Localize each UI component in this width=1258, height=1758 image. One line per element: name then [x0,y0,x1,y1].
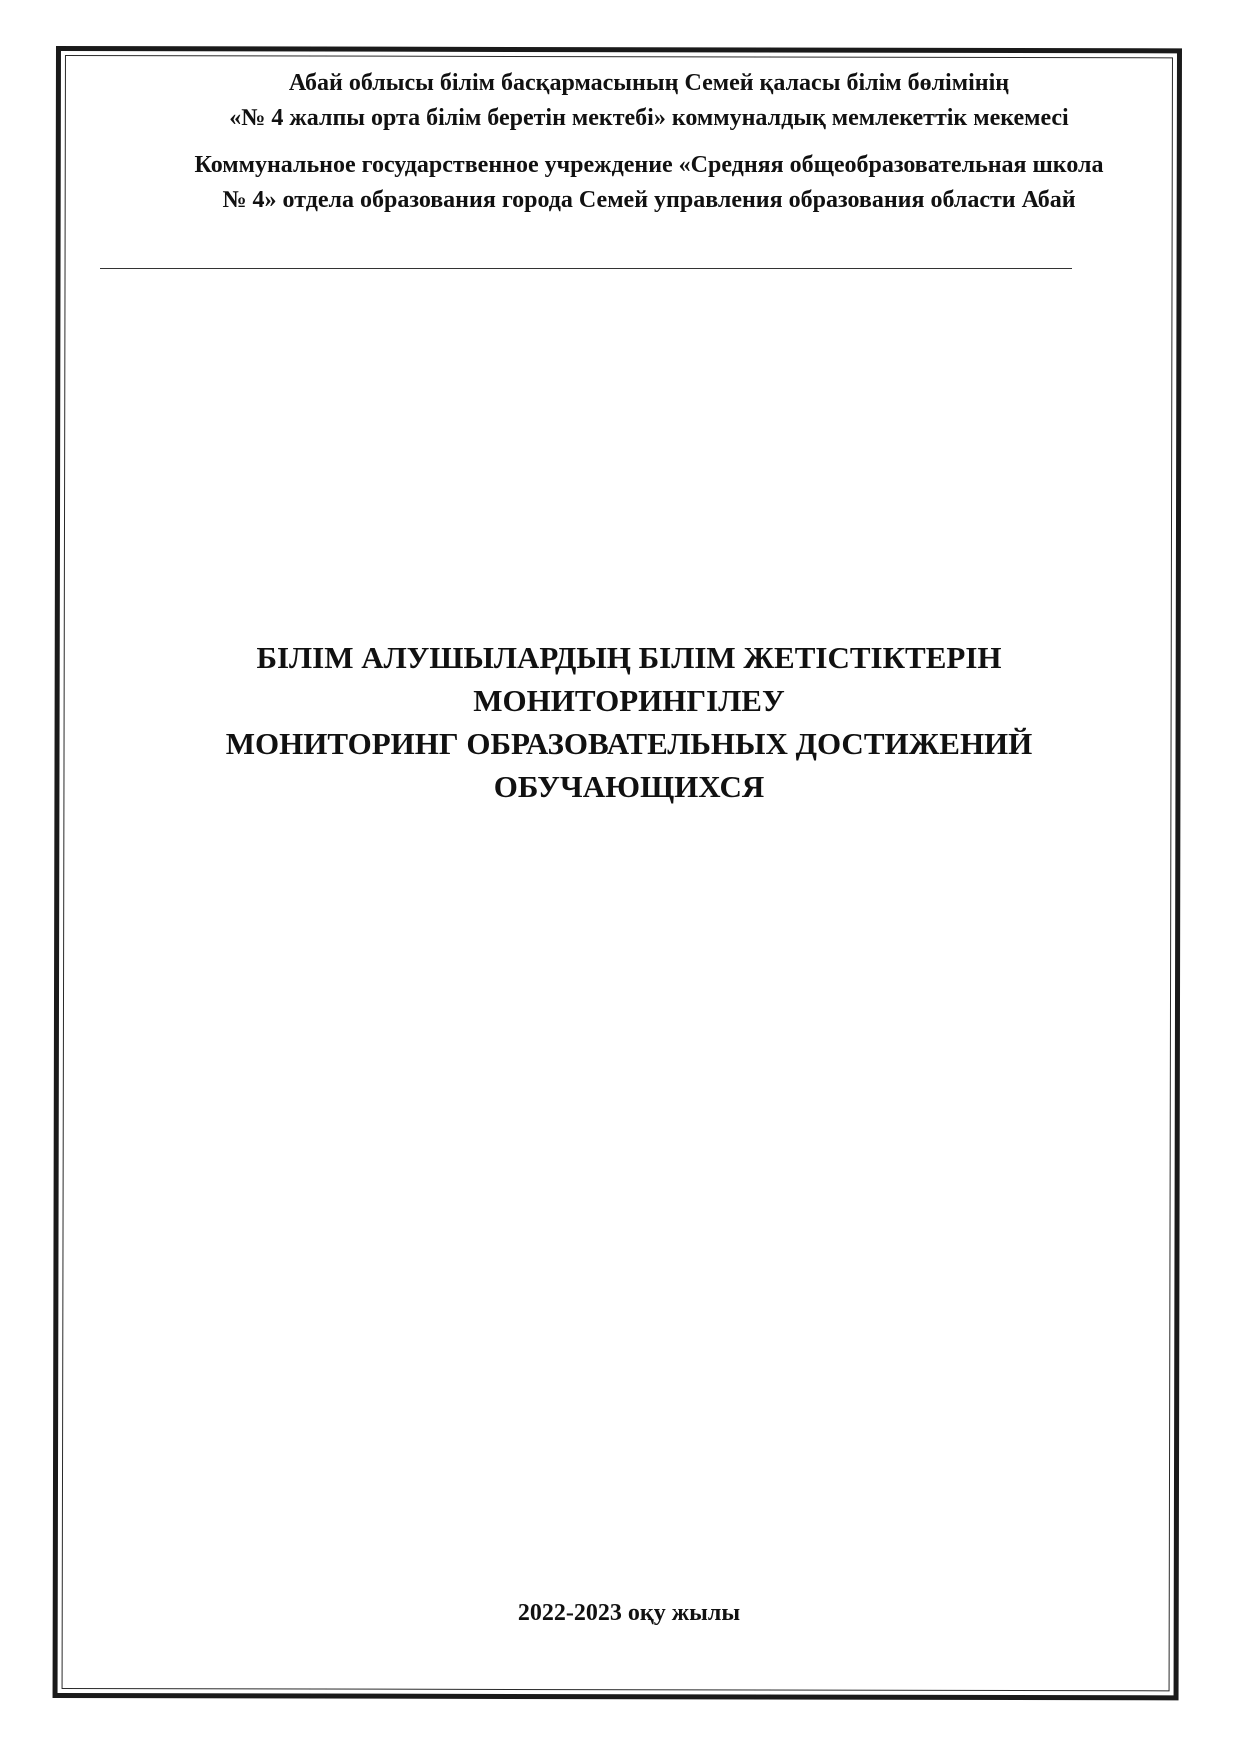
page-border [53,46,1182,1700]
title-ru-line-2: ОБУЧАЮЩИХСЯ [493,769,765,804]
institution-kz-line-2: «№ 4 жалпы орта білім беретін мектебі» коммуналдық мемлекеттік мекемесі [229,105,1069,131]
document-title [0,636,1258,808]
institution-ru-line-1: Коммунальное государственное учреждение «Средняя общеобразовательная школа [194,152,1104,178]
academic-year: 2022-2023 оқу жылы [517,1600,741,1626]
title-ru-line-1: МОНИТОРИНГ ОБРАЗОВАТЕЛЬНЫХ ДОСТИЖЕНИЙ [225,726,1033,761]
institution-name-kz [60,66,1238,136]
institution-kz-line-1: Абай облысы білім басқармасының Семей қаласы білім бөлімінің [288,70,1010,96]
institution-header [60,66,1238,218]
institution-name-ru [60,148,1238,218]
page-border-inner [62,55,1173,1691]
institution-ru-line-2: № 4» отдела образования города Семей управления образования области Абай [222,187,1076,213]
header-divider [100,268,1072,269]
title-kz-line-1: БІЛІМ АЛУШЫЛАРДЫҢ БІЛІМ ЖЕТІСТІКТЕРІН [256,640,1002,675]
title-kz-line-2: МОНИТОРИНГІЛЕУ [473,683,785,718]
